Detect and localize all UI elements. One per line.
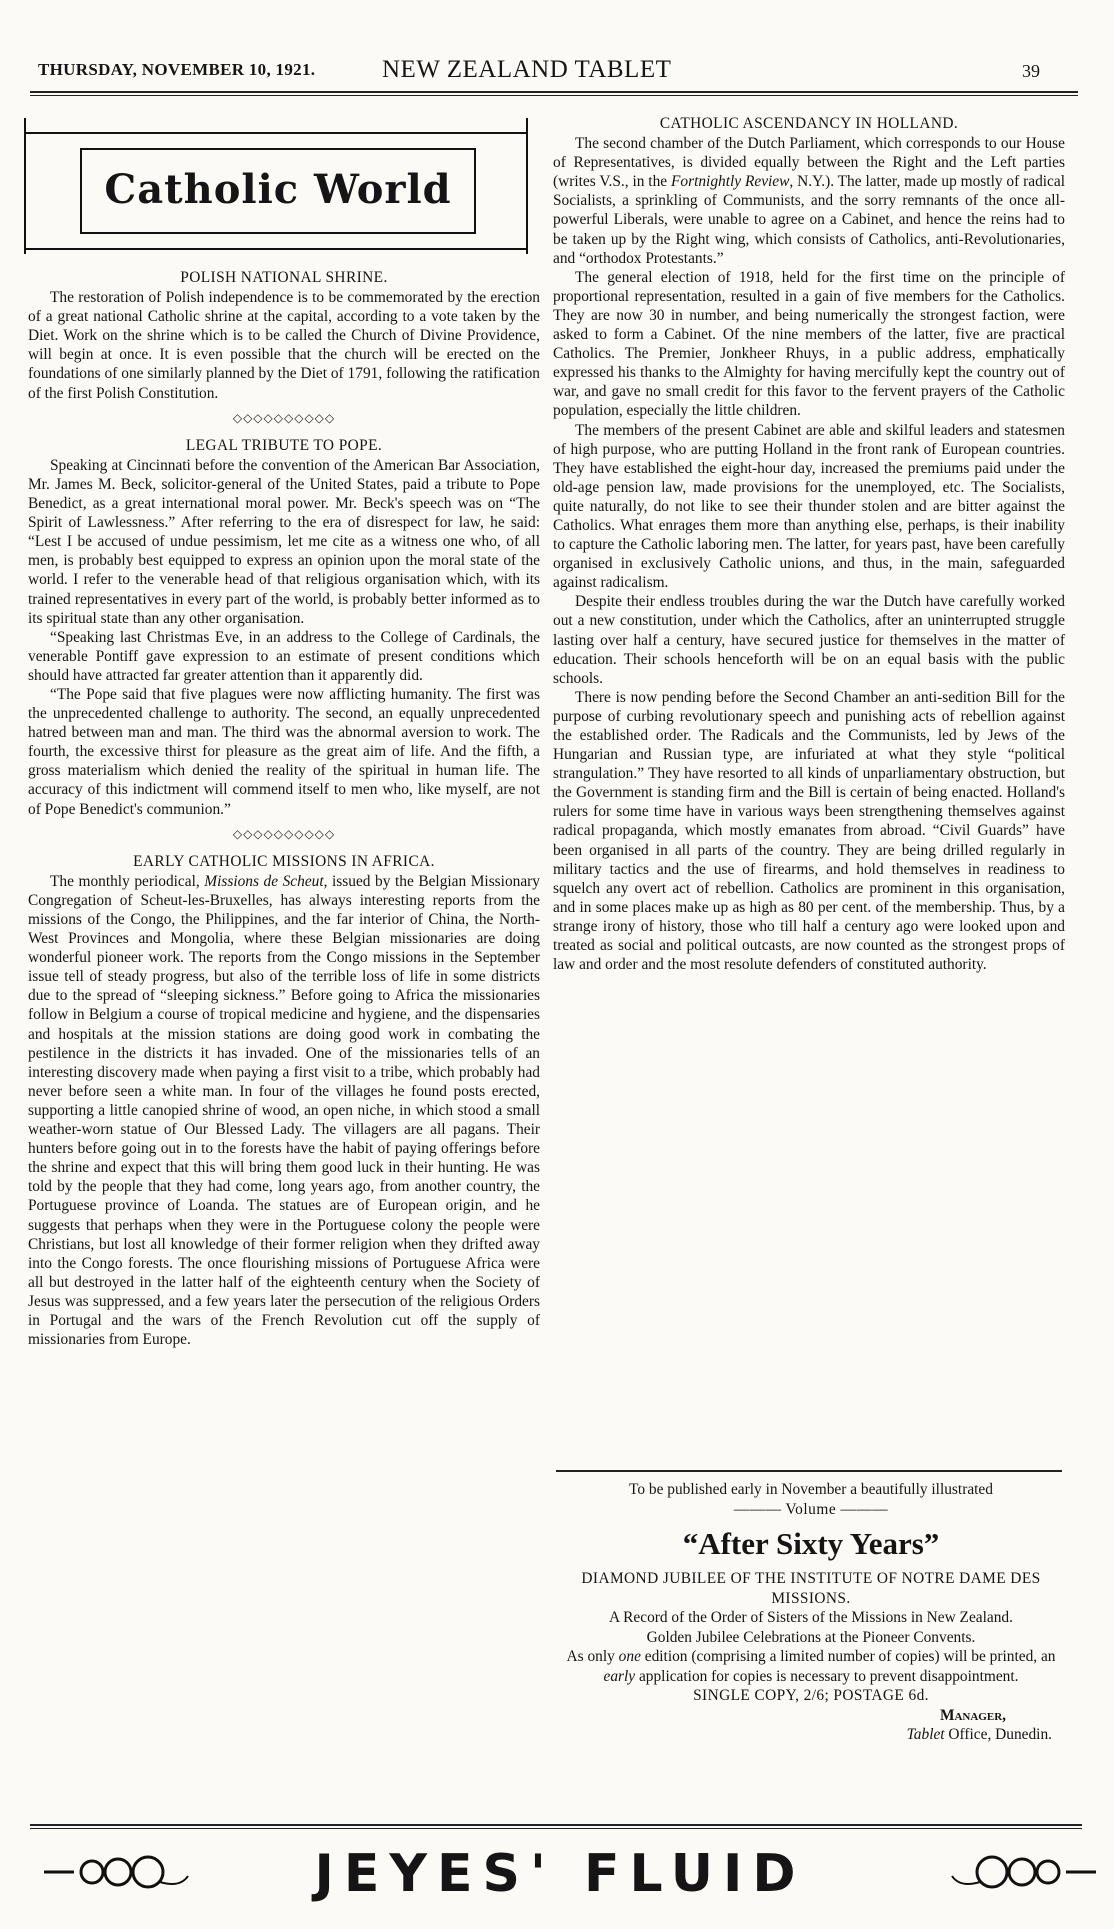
jeyes-fluid-wordmark: JEYES' FLUID bbox=[314, 1844, 806, 1904]
article-paragraph: “The Pope said that five plagues were now afflicting humanity. The first was the unprecedented challenge to authority. The second, an equally unprecedented hatred between man and man. The third was the abnormal aversion to work. The fourth, the excessive thirst for pleasure as the great aim of life. And the fifth, a gross materialism which denied the reality of the spiritual in human life. The accuracy of this indictment will commend itself to men who, like myself, are not of Pope Benedict's communion.” bbox=[28, 685, 540, 818]
text-run: , N.Y.). The latter, made up mostly of radical Socialists, a sprinkling of Communists, and the sorry remnants of the once all-powerful Liberals, were unable to agree on a Cabinet, and hence the reins had to be taken up by the Right wing, which consists of Catholics, anti-Revolutionaries, and “orthodox Protestants.” bbox=[553, 173, 1065, 267]
header-rule bbox=[30, 91, 1078, 93]
footer-advertisement bbox=[0, 1842, 1114, 1906]
text-run: early bbox=[603, 1667, 636, 1685]
article-paragraph: The general election of 1918, held for the first time on the principle of proportional representation, resulted in a gain of five members for the Catholics. They are now 30 in number, and being numerically the strongest faction, were asked to form a Cabinet. Of the nine members of the latter, five are practical Catholics. The Premier, Jonkheer Rhuys, in a public address, emphatically expressed his thanks to the Almighty for having mercifully kept the country out of war, and gave no small credit for this favor to the fervent prayers of the Catholic population, especially the little children. bbox=[553, 268, 1065, 420]
text-run: , issued by the Belgian Missionary Congregation of Scheut-les-Bruxelles, has always interesting reports from the missions of the Congo, the Philippines, and the far interior of China, the North-West Provinces and Mongolia, where these Belgian missionaries are doing wonderful pioneer work. The reports from the Congo missions in the September issue tell of steady progress, but also of the terrible loss of life in some districts due to the spread of “sleeping sickness.” Before going to Africa the missionaries follow in Belgium a course of tropical medicine and hygiene, and the dispensaries and hospitals at the mission stations are doing good work in combating the pestilence in the districts it has invaded. One of the missionaries tells of an interesting discovery made when paying a first visit to a tribe, which probably had never before seen a white man. In four of the villages he found posts erected, supporting a little canopied shrine of wood, an open niche, in which stood a small weather-worn statue of Our Blessed Lady. The villagers are all pagans. Their hunters before going out in to the forests have the habit of paying offerings before the shrine and expect that this will bring them good luck in their hunting. He was told by the people that they had come, long years ago, from another country, the Portuguese province of Loanda. The statues are of European origin, and he suggests that perhaps when they were in the Portuguese colony the people were Christians, but lost all knowledge of their former religion when they drifted away into the Congo forests. The once flourishing missions of Portuguese Africa were all but destroyed in the latter half of the eighteenth century when the Society of Jesus was suppressed, and a few years later the persecution of the religious Orders in Portugal and the wars of the French Revolution cut off the supply of missionaries from Europe. bbox=[28, 872, 540, 1349]
article-paragraph: “Speaking last Christmas Eve, in an address to the College of Cardinals, the venerable Pontiff gave expression to an estimate of present conditions which should have attracted far greater attention than it apparently did. bbox=[28, 628, 540, 684]
right-column bbox=[553, 114, 1065, 974]
ornament-divider: ◇◇◇◇◇◇◇◇◇◇ bbox=[232, 410, 336, 425]
periodical-title: Fortnightly Review bbox=[670, 173, 790, 191]
text-run: As only bbox=[566, 1648, 619, 1665]
right-flourish-icon bbox=[950, 1852, 1100, 1892]
text-run: Tablet bbox=[906, 1726, 945, 1743]
ad-description: Golden Jubilee Celebrations at the Pioneer Convents. bbox=[646, 1628, 976, 1646]
article-paragraph: Despite their endless troubles during the war the Dutch have carefully worked out a new constitution, under which the Catholics, after an uninterrupted struggle lasting over half a century, have secured justice for themselves in the matter of education. Their schools henceforth will be on an equal basis with the public schools. bbox=[553, 593, 1065, 687]
ad-price: SINGLE COPY, 2/6; POSTAGE 6d. bbox=[693, 1687, 929, 1704]
advertisement-rule bbox=[556, 1470, 1062, 1472]
article-title: POLISH NATIONAL SHRINE. bbox=[180, 269, 388, 286]
article-paragraph bbox=[28, 872, 540, 1349]
article-paragraph: The members of the present Cabinet are able and skilful leaders and statesmen of high purpose, who are putting Holland in the front rank of European countries. They have established the eight-hour day, increased the premiums paid under the old-age pension law, made provisions for the unemployed, etc. The Socialists, quite naturally, do not like to see their thunder stolen and are bitter against the Catholics. What enrages them more than anything else, perhaps, is their inability to capture the Catholic laboring men. The latter, for years past, have been carefully organised in exclusively Catholic unions, and thus, in the main, safeguarded against radicalism. bbox=[553, 421, 1065, 592]
page-header bbox=[34, 56, 1080, 90]
banner-left-post bbox=[24, 118, 26, 254]
article-paragraph: There is now pending before the Second Chamber an anti-sedition Bill for the purpose of curbing revolutionary speech and punishing acts of rebellion against the established order. The Radicals and the Communists, led by Jews of the Hungarian and Russian type, are infuriated at what they style “political strangulation.” They have resorted to all kinds of unparliamentary obstruction, but the Government is standing firm and the Bill is certain of being enacted. Holland's rulers for some time have in various ways been strengthening themselves against radical propaganda, which mostly emanates from abroad. “Civil Guards” have been organised in all parts of the country. They are being drilled regularly in military tactics and the use of firearms, and hold themselves in readiness to squelch any overt act of rebellion. Catholics are prominent in this organisation, and in some places make up as high as 80 per cent. of the membership. Thus, by a strange irony of history, those who till half a century ago were looked upon and treated as social and political outcasts, are now counted as the strongest props of law and order and the most resolute defenders of constituted authority. bbox=[553, 688, 1065, 974]
ad-office bbox=[556, 1725, 1066, 1745]
banner-right-post bbox=[526, 118, 528, 254]
text-run: one bbox=[618, 1648, 641, 1665]
article-paragraph bbox=[553, 134, 1065, 268]
book-advertisement bbox=[556, 1480, 1066, 1745]
text-run: edition (comprising a limited number of copies) will be printed, an bbox=[640, 1648, 1056, 1665]
article-title: EARLY CATHOLIC MISSIONS IN AFRICA. bbox=[133, 852, 435, 870]
footer-rule-thin bbox=[30, 1828, 1082, 1829]
ad-manager: Manager, bbox=[939, 1706, 1006, 1724]
section-title: Catholic World bbox=[104, 166, 452, 213]
text-run: Office, Dunedin. bbox=[944, 1726, 1052, 1743]
ornament-divider: ◇◇◇◇◇◇◇◇◇◇ bbox=[232, 826, 336, 841]
article-paragraph: Speaking at Cincinnati before the convention of the American Bar Association, Mr. James M. Beck, solicitor-general of the United States, paid a tribute to Pope Benedict, as a great international moral power. Mr. Beck's speech was on “The Spirit of Lawlessness.” After referring to the era of disrespect for law, he said: “Lest I be accused of undue pessimism, let me cite as a witness one who, of all men, is probably best equipped to express an opinion upon the moral state of the world. I refer to the venerable head of that religious organisation which, with its trained representatives in every part of the world, is probably better informed as to its spiritual state than any other organisation. bbox=[28, 456, 540, 627]
header-rule-thin bbox=[30, 95, 1078, 96]
text-run: application for copies is necessary to prevent disappointment. bbox=[635, 1667, 1019, 1685]
issue-date: THURSDAY, NOVEMBER 10, 1921. bbox=[38, 60, 316, 79]
ad-subtitle: DIAMOND JUBILEE OF THE INSTITUTE OF NOTRE DAME DES MISSIONS. bbox=[581, 1570, 1041, 1607]
text-run: The second chamber of the Dutch Parliament, which corresponds to our House of Representatives, is divided equally between the Right and the Left parties (writes V.S., in the bbox=[553, 135, 1065, 191]
ad-volume: ——— Volume ——— bbox=[733, 1500, 889, 1518]
left-flourish-icon bbox=[40, 1852, 190, 1892]
left-column bbox=[28, 268, 540, 1349]
footer-rule bbox=[30, 1824, 1082, 1826]
article-title: LEGAL TRIBUTE TO POPE. bbox=[185, 436, 383, 454]
periodical-title: Missions de Scheut bbox=[204, 872, 324, 890]
ad-notice bbox=[556, 1647, 1066, 1686]
page-number: 39 bbox=[1022, 61, 1040, 81]
ad-book-title: “After Sixty Years” bbox=[682, 1526, 940, 1561]
ad-intro: To be published early in November a beautifully illustrated bbox=[629, 1481, 993, 1498]
article-paragraph: The restoration of Polish independence is to be commemorated by the erection of a great national Catholic shrine at the capital, according to a vote taken by the Diet. Work on the shrine which is to be called the Church of Divine Providence, will begin at once. It is even possible that the church will be erected on the foundations of one similarly planned by the Diet of 1791, following the ratification of the first Polish Constitution. bbox=[28, 289, 540, 402]
text-run: The monthly periodical, bbox=[50, 872, 205, 890]
article-title: CATHOLIC ASCENDANCY IN HOLLAND. bbox=[659, 115, 959, 132]
ad-description: A Record of the Order of Sisters of the Missions in New Zealand. bbox=[609, 1609, 1013, 1626]
section-banner bbox=[24, 118, 536, 254]
newspaper-title: NEW ZEALAND TABLET bbox=[382, 56, 672, 83]
